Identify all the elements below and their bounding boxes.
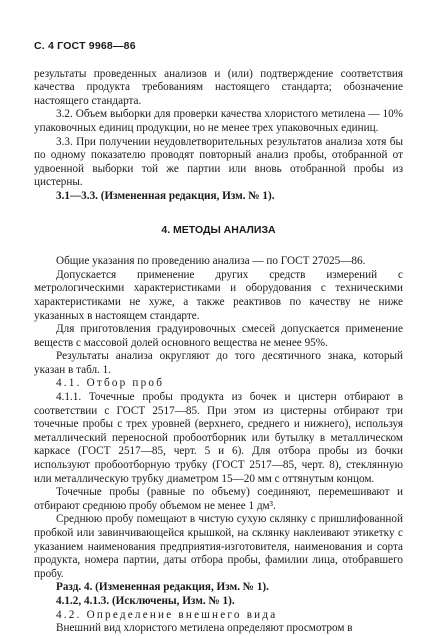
subsection-4-1: 4.1. Отбор проб: [56, 377, 165, 390]
paragraph-appearance: Внешний вид хлористого метилена определяют просмотром в: [56, 622, 353, 635]
paragraph-3-3: 3.3. При получении неудовлетворительных результатов анализа хотя бы по одному показателю проводят повторный анализ пробы, отобранной от удвоенной выборки той же партии или вновь отобранной пробы из цистерны.: [34, 135, 403, 189]
paragraph-storage: Среднюю пробу помещают в чистую сухую склянку с пришлифованной пробкой или завинчивающейся крышкой, на склянку наклеивают этикетку с указанием наименования предприятия-изготовителя, наименования и сорта продукта, номера партии, даты отбора пробы, фамилии лица, отобравшего пробу.: [34, 513, 403, 580]
paragraph-4-1-1: 4.1.1. Точечные пробы продукта из бочек и цистерн отбирают в соответствии с ГОСТ 2517—85. При этом из цистерны отбирают три точечные пробы с трех уровней (верхнего, среднего и нижнего), используя металлический переносной пробоотборник или бутылку в металлическом каркасе (ГОСТ 2517—85, черт. 5 и 6). Для отбора пробы из бочки используют пробоотборную трубку (ГОСТ 2517—85, черт. 8), стеклянную или металлическую трубку диаметром 15—20 мм с оттянутым концом.: [34, 391, 403, 485]
excluded-note: 4.1.2, 4.1.3. (Исключены, Изм. № 1).: [56, 594, 235, 607]
paragraph-rounding: Результаты анализа округляют до того десятичного знака, который указан в табл. 1.: [34, 350, 403, 376]
paragraph-allowed-instruments: Допускается применение других средств измерений с метрологическими характеристиками и оборудования с техническими характеристиками не хуже, а также реактивов по качеству не ниже указанных в настоящем стандарте.: [34, 268, 403, 322]
amendment-note-3: 3.1—3.3. (Измененная редакция, Изм. № 1).: [56, 189, 275, 202]
paragraph-combine: Точечные пробы (равные по объему) соединяют, перемешивают и отбирают среднюю пробу объемом не менее 1 дм³.: [34, 486, 403, 512]
paragraph-general: Общие указания по проведению анализа — по ГОСТ 27025—86.: [56, 255, 366, 268]
paragraph-results: результаты проведенных анализов и (или) подтверждение соответствия качества продукта требованиям настоящего стандарта; обозначение настоящего стандарта.: [34, 67, 403, 107]
paragraph-calibration: Для приготовления градуировочных смесей допускается применение веществ с массовой долей основного вещества не менее 95%.: [34, 323, 403, 349]
paragraph-3-2: 3.2. Объем выборки для проверки качества хлористого метилена — 10% упаковочных единиц продукции, но не менее трех упаковочных единиц.: [34, 108, 403, 134]
page-header: С. 4 ГОСТ 9968—86: [34, 40, 136, 52]
amendment-note-4: Разд. 4. (Измененная редакция, Изм. № 1).: [56, 581, 269, 594]
subsection-4-2: 4.2. Определение внешнего вида: [56, 608, 278, 621]
section-title: 4. МЕТОДЫ АНАЛИЗА: [161, 223, 276, 236]
